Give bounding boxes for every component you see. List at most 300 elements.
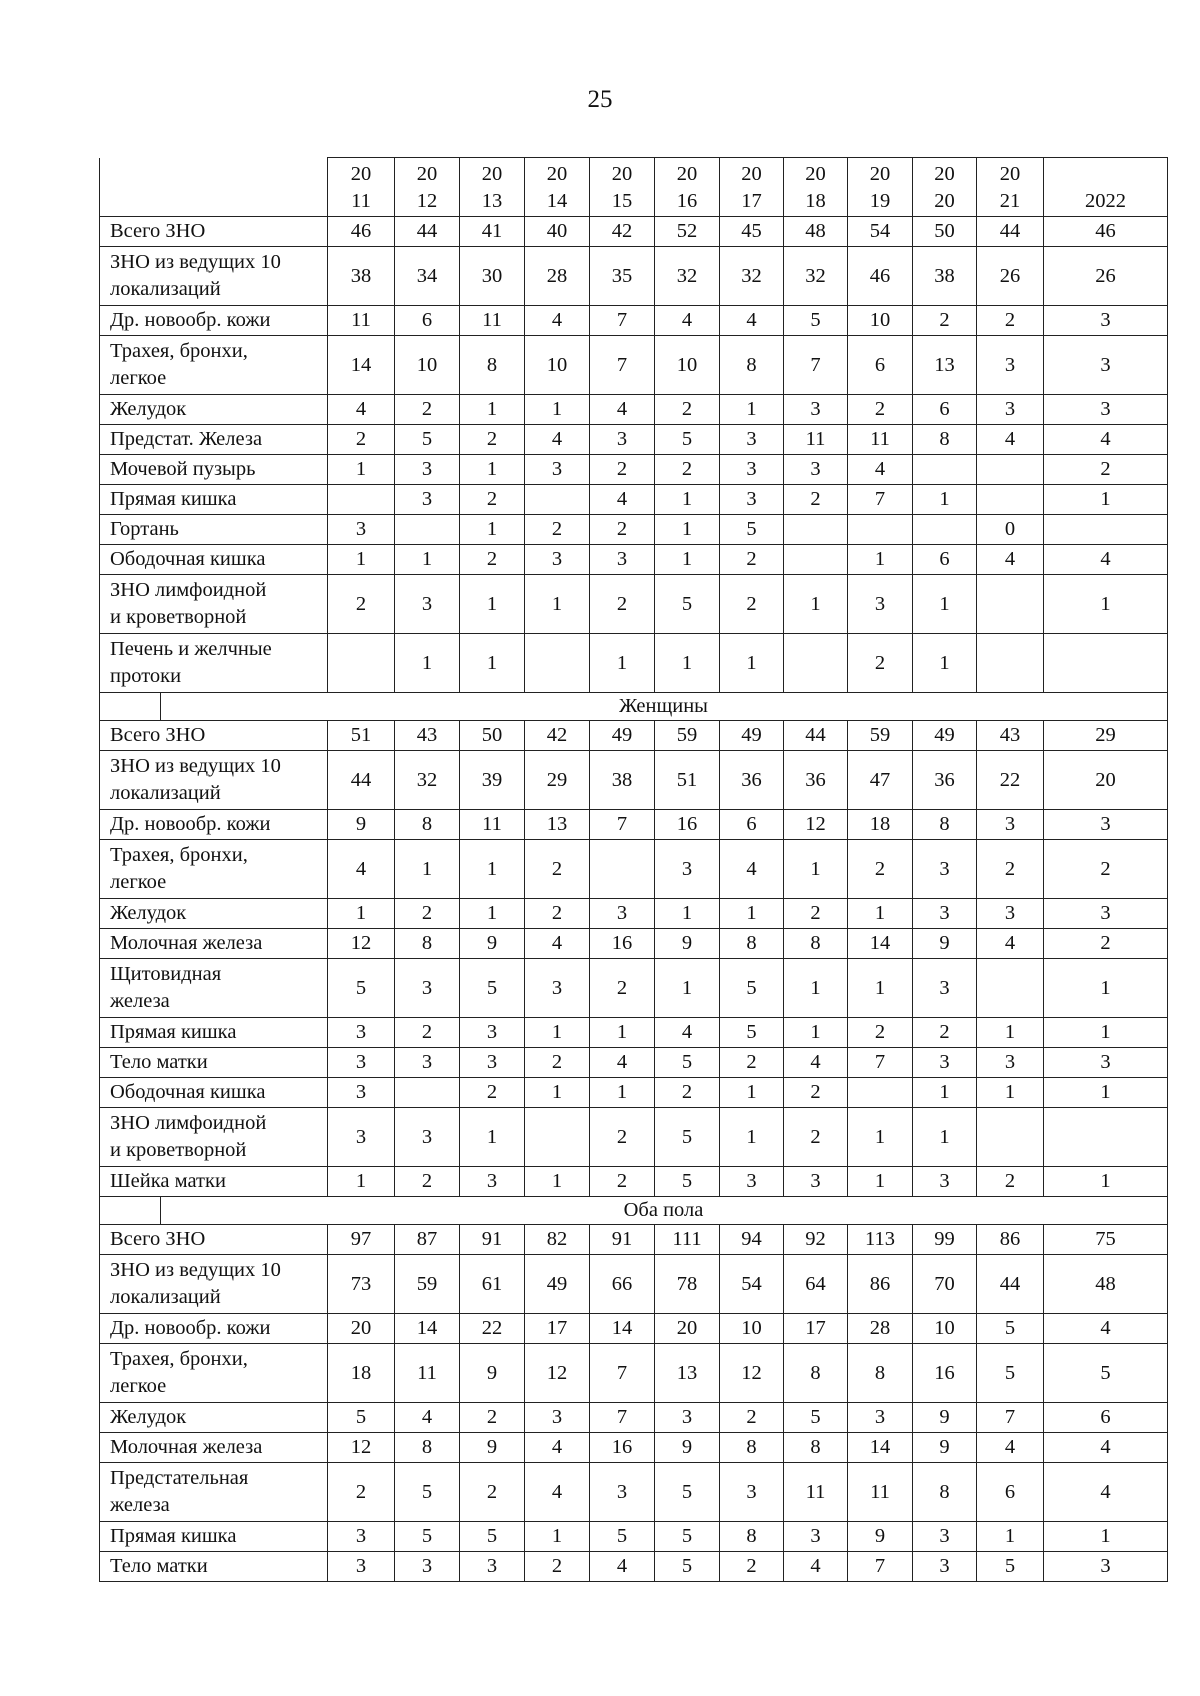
table-row: [100, 1314, 1168, 1344]
row-label: [100, 1078, 328, 1108]
value-cell: 10: [848, 306, 913, 336]
value-cell: 3: [460, 1552, 525, 1582]
value-cell: [848, 515, 913, 545]
value-cell: 35: [590, 247, 655, 306]
value-cell: 1: [1044, 1522, 1168, 1552]
year-header-bottom: 18: [805, 190, 826, 212]
row-label-line: Мочевой пузырь: [110, 458, 256, 480]
value-cell: 4: [1044, 545, 1168, 575]
value-cell: 8: [720, 929, 784, 959]
value-cell: 22: [977, 751, 1044, 810]
value-cell: 14: [848, 929, 913, 959]
value-cell: 3: [784, 395, 848, 425]
row-label: [100, 1225, 328, 1255]
year-header-bottom: 12: [416, 190, 438, 212]
value-cell: 5: [655, 1048, 720, 1078]
value-cell: [977, 1108, 1044, 1167]
value-cell: 0: [977, 515, 1044, 545]
year-header-cell: [395, 158, 460, 217]
value-cell: 3: [1044, 810, 1168, 840]
value-cell: 16: [655, 810, 720, 840]
row-label: [100, 217, 328, 247]
row-label: [100, 1255, 328, 1314]
year-header-top: 20: [805, 163, 826, 185]
row-label-line: Щитовидная: [110, 963, 222, 985]
value-cell: 4: [525, 929, 590, 959]
value-cell: 111: [655, 1225, 720, 1255]
value-cell: 2: [590, 575, 655, 634]
value-cell: 3: [328, 1048, 395, 1078]
value-cell: 2: [328, 425, 395, 455]
value-cell: 8: [460, 336, 525, 395]
value-cell: 4: [1044, 1314, 1168, 1344]
value-cell: 8: [784, 1344, 848, 1403]
value-cell: 11: [328, 306, 395, 336]
row-label: [100, 306, 328, 336]
year-header-cell: [328, 158, 395, 217]
value-cell: 1: [655, 899, 720, 929]
value-cell: 3: [460, 1048, 525, 1078]
value-cell: 5: [655, 575, 720, 634]
value-cell: 2: [395, 899, 460, 929]
header-corner-cell: [100, 158, 328, 217]
year-header-top: 20: [741, 163, 762, 185]
year-header-cell: [590, 158, 655, 217]
value-cell: 8: [784, 929, 848, 959]
value-cell: 8: [913, 1463, 977, 1522]
value-cell: 32: [784, 247, 848, 306]
row-label: [100, 634, 328, 693]
value-cell: 47: [848, 751, 913, 810]
value-cell: 4: [848, 455, 913, 485]
value-cell: [328, 634, 395, 693]
value-cell: 11: [460, 306, 525, 336]
value-cell: 97: [328, 1225, 395, 1255]
row-label: [100, 1344, 328, 1403]
value-cell: 2: [395, 395, 460, 425]
value-cell: 5: [655, 1552, 720, 1582]
value-cell: [525, 634, 590, 693]
value-cell: 28: [525, 247, 590, 306]
value-cell: 4: [395, 1403, 460, 1433]
row-label-line: Др. новообр. кожи: [110, 813, 271, 835]
year-header-bottom: 11: [351, 190, 371, 212]
value-cell: 3: [395, 1552, 460, 1582]
value-cell: 54: [720, 1255, 784, 1314]
value-cell: 45: [720, 217, 784, 247]
value-cell: 1: [1044, 1078, 1168, 1108]
value-cell: 4: [977, 425, 1044, 455]
value-cell: 5: [977, 1552, 1044, 1582]
row-label: [100, 1403, 328, 1433]
value-cell: 2: [460, 1403, 525, 1433]
value-cell: 9: [460, 1433, 525, 1463]
row-label: [100, 840, 328, 899]
value-cell: 5: [784, 1403, 848, 1433]
table-row: [100, 959, 1168, 1018]
value-cell: 2: [720, 1552, 784, 1582]
row-label-line: Молочная железа: [110, 1436, 263, 1458]
value-cell: 3: [913, 840, 977, 899]
value-cell: 11: [460, 810, 525, 840]
value-cell: 4: [784, 1048, 848, 1078]
value-cell: [977, 575, 1044, 634]
value-cell: 7: [590, 1344, 655, 1403]
row-label: [100, 959, 328, 1018]
year-header-top: 20: [611, 163, 633, 185]
value-cell: 3: [590, 899, 655, 929]
value-cell: 1: [328, 545, 395, 575]
value-cell: 3: [655, 1403, 720, 1433]
value-cell: 3: [913, 899, 977, 929]
value-cell: 3: [328, 1078, 395, 1108]
row-label: [100, 1018, 328, 1048]
row-label-line: Прямая кишка: [110, 1525, 237, 1547]
value-cell: 78: [655, 1255, 720, 1314]
row-label-line: Тело матки: [110, 1555, 208, 1577]
value-cell: 13: [525, 810, 590, 840]
value-cell: 4: [1044, 1433, 1168, 1463]
year-header-cell: [525, 158, 590, 217]
value-cell: 1: [460, 1108, 525, 1167]
row-label-line: ЗНО из ведущих 10: [110, 755, 281, 777]
value-cell: 5: [655, 1522, 720, 1552]
value-cell: 1: [913, 634, 977, 693]
value-cell: 3: [395, 485, 460, 515]
table-row: [100, 1255, 1168, 1314]
value-cell: 99: [913, 1225, 977, 1255]
value-cell: 3: [460, 1018, 525, 1048]
value-cell: 14: [848, 1433, 913, 1463]
value-cell: 8: [848, 1344, 913, 1403]
row-label: [100, 1167, 328, 1197]
year-header-cell: [977, 158, 1044, 217]
section-title: Оба пола: [623, 1199, 704, 1221]
table-row: [100, 247, 1168, 306]
value-cell: 9: [328, 810, 395, 840]
row-label-line: локализаций: [110, 1286, 221, 1308]
year-header-top: 20: [869, 163, 891, 185]
value-cell: 3: [590, 545, 655, 575]
value-cell: 10: [720, 1314, 784, 1344]
value-cell: 2: [655, 1078, 720, 1108]
value-cell: 5: [590, 1522, 655, 1552]
value-cell: 44: [395, 217, 460, 247]
value-cell: 38: [590, 751, 655, 810]
value-cell: 49: [590, 721, 655, 751]
value-cell: 44: [784, 721, 848, 751]
value-cell: 42: [525, 721, 590, 751]
value-cell: 3: [328, 1018, 395, 1048]
value-cell: 3: [913, 1048, 977, 1078]
row-label: [100, 575, 328, 634]
value-cell: [395, 515, 460, 545]
value-cell: 9: [913, 1403, 977, 1433]
value-cell: 5: [460, 1522, 525, 1552]
value-cell: 1: [977, 1078, 1044, 1108]
value-cell: 6: [913, 395, 977, 425]
value-cell: 2: [977, 1167, 1044, 1197]
value-cell: 39: [460, 751, 525, 810]
value-cell: 3: [1044, 1552, 1168, 1582]
year-header-top: 20: [481, 163, 503, 185]
value-cell: 4: [590, 395, 655, 425]
value-cell: 75: [1044, 1225, 1168, 1255]
value-cell: 3: [784, 1522, 848, 1552]
value-cell: 32: [655, 247, 720, 306]
value-cell: 2: [655, 455, 720, 485]
value-cell: 3: [525, 455, 590, 485]
value-cell: [525, 1108, 590, 1167]
row-label-line: Желудок: [110, 902, 187, 924]
value-cell: 4: [590, 1048, 655, 1078]
value-cell: 2: [913, 1018, 977, 1048]
row-label: [100, 545, 328, 575]
table-row: [100, 1078, 1168, 1108]
value-cell: 7: [848, 485, 913, 515]
row-label: [100, 515, 328, 545]
value-cell: 1: [848, 1167, 913, 1197]
year-header-cell: [1044, 158, 1168, 217]
value-cell: 2: [395, 1167, 460, 1197]
value-cell: [395, 1078, 460, 1108]
value-cell: [1044, 634, 1168, 693]
value-cell: 1: [655, 959, 720, 1018]
value-cell: 7: [590, 810, 655, 840]
value-cell: 4: [590, 485, 655, 515]
row-label: [100, 1522, 328, 1552]
value-cell: 51: [655, 751, 720, 810]
value-cell: 36: [784, 751, 848, 810]
value-cell: 4: [720, 306, 784, 336]
value-cell: 1: [525, 395, 590, 425]
year-header-bottom: 13: [481, 190, 503, 212]
row-label-line: железа: [110, 990, 170, 1012]
row-label-line: ЗНО лимфоидной: [110, 1112, 267, 1134]
year-header-top: 20: [546, 163, 568, 185]
table-row: [100, 1167, 1168, 1197]
value-cell: 1: [460, 899, 525, 929]
value-cell: 1: [1044, 959, 1168, 1018]
value-cell: 38: [328, 247, 395, 306]
value-cell: 1: [1044, 575, 1168, 634]
value-cell: 2: [784, 485, 848, 515]
value-cell: 22: [460, 1314, 525, 1344]
value-cell: 3: [1044, 899, 1168, 929]
value-cell: 1: [395, 840, 460, 899]
value-cell: 3: [328, 1552, 395, 1582]
value-cell: 9: [460, 1344, 525, 1403]
value-cell: 2: [977, 306, 1044, 336]
value-cell: 1: [328, 1167, 395, 1197]
row-label-line: Прямая кишка: [110, 488, 237, 510]
value-cell: 8: [784, 1433, 848, 1463]
value-cell: 4: [1044, 1463, 1168, 1522]
value-cell: 8: [720, 1433, 784, 1463]
row-label: [100, 485, 328, 515]
value-cell: 44: [328, 751, 395, 810]
value-cell: 3: [913, 1167, 977, 1197]
value-cell: 73: [328, 1255, 395, 1314]
value-cell: 13: [655, 1344, 720, 1403]
value-cell: 3: [328, 1108, 395, 1167]
value-cell: 6: [913, 545, 977, 575]
value-cell: 40: [525, 217, 590, 247]
value-cell: 16: [590, 929, 655, 959]
value-cell: 1: [328, 455, 395, 485]
value-cell: 3: [977, 395, 1044, 425]
value-cell: 30: [460, 247, 525, 306]
section-stub: [100, 1197, 161, 1224]
section-stub: [100, 693, 161, 720]
value-cell: 2: [720, 1048, 784, 1078]
value-cell: 12: [784, 810, 848, 840]
value-cell: 5: [784, 306, 848, 336]
value-cell: 9: [913, 929, 977, 959]
value-cell: 3: [460, 1167, 525, 1197]
value-cell: 1: [977, 1018, 1044, 1048]
value-cell: 12: [328, 1433, 395, 1463]
value-cell: 2: [460, 1078, 525, 1108]
value-cell: 5: [460, 959, 525, 1018]
table-row: [100, 1522, 1168, 1552]
value-cell: 1: [460, 575, 525, 634]
value-cell: 7: [590, 1403, 655, 1433]
value-cell: 46: [848, 247, 913, 306]
row-label-line: Трахея, бронхи,: [110, 340, 248, 362]
value-cell: 46: [1044, 217, 1168, 247]
value-cell: 2: [460, 545, 525, 575]
value-cell: 1: [720, 1078, 784, 1108]
table-row: [100, 1463, 1168, 1522]
value-cell: 1: [525, 1018, 590, 1048]
row-label-line: локализаций: [110, 278, 221, 300]
table-row: [100, 1552, 1168, 1582]
row-label-line: железа: [110, 1494, 170, 1516]
value-cell: 41: [460, 217, 525, 247]
value-cell: 3: [655, 840, 720, 899]
value-cell: 91: [460, 1225, 525, 1255]
value-cell: [913, 455, 977, 485]
value-cell: 66: [590, 1255, 655, 1314]
value-cell: 50: [913, 217, 977, 247]
row-label-line: Шейка матки: [110, 1170, 226, 1192]
value-cell: 1: [1044, 1018, 1168, 1048]
value-cell: 3: [720, 1167, 784, 1197]
value-cell: 4: [655, 1018, 720, 1048]
row-label-line: Всего ЗНО: [110, 724, 206, 746]
value-cell: 10: [525, 336, 590, 395]
value-cell: 14: [590, 1314, 655, 1344]
value-cell: 1: [977, 1522, 1044, 1552]
value-cell: 70: [913, 1255, 977, 1314]
row-label-line: Трахея, бронхи,: [110, 1348, 248, 1370]
value-cell: 1: [720, 1108, 784, 1167]
value-cell: 1: [460, 634, 525, 693]
value-cell: 49: [525, 1255, 590, 1314]
value-cell: 1: [525, 1522, 590, 1552]
value-cell: 7: [848, 1552, 913, 1582]
row-label-line: ЗНО из ведущих 10: [110, 251, 281, 273]
value-cell: 16: [913, 1344, 977, 1403]
value-cell: 87: [395, 1225, 460, 1255]
value-cell: 44: [977, 217, 1044, 247]
value-cell: 3: [395, 1048, 460, 1078]
row-label-line: Тело матки: [110, 1051, 208, 1073]
value-cell: 3: [913, 1522, 977, 1552]
value-cell: 7: [590, 306, 655, 336]
value-cell: 7: [784, 336, 848, 395]
value-cell: 12: [328, 929, 395, 959]
value-cell: [977, 485, 1044, 515]
row-label-line: протоки: [110, 665, 182, 687]
value-cell: 5: [655, 1108, 720, 1167]
table-row: [100, 899, 1168, 929]
table-row: [100, 336, 1168, 395]
value-cell: 6: [395, 306, 460, 336]
row-label-line: Всего ЗНО: [110, 1228, 206, 1250]
value-cell: 2: [1044, 840, 1168, 899]
value-cell: 4: [590, 1552, 655, 1582]
value-cell: 7: [977, 1403, 1044, 1433]
year-header-top: 20: [676, 163, 698, 185]
row-label: [100, 425, 328, 455]
value-cell: 10: [655, 336, 720, 395]
year-header-bottom: 15: [611, 190, 633, 212]
value-cell: 3: [1044, 1048, 1168, 1078]
value-cell: 5: [977, 1344, 1044, 1403]
value-cell: 1: [784, 575, 848, 634]
value-cell: 1: [525, 1078, 590, 1108]
value-cell: 1: [913, 1108, 977, 1167]
table-row: [100, 1344, 1168, 1403]
value-cell: 48: [1044, 1255, 1168, 1314]
value-cell: 1: [328, 899, 395, 929]
value-cell: 1: [784, 1018, 848, 1048]
row-label-line: и кроветворной: [110, 606, 247, 628]
value-cell: 1: [460, 515, 525, 545]
value-cell: [977, 634, 1044, 693]
value-cell: 1: [784, 959, 848, 1018]
row-label-line: легкое: [110, 1375, 167, 1397]
value-cell: 5: [655, 425, 720, 455]
row-label: [100, 455, 328, 485]
value-cell: 8: [720, 1522, 784, 1552]
value-cell: 59: [655, 721, 720, 751]
value-cell: 5: [395, 1522, 460, 1552]
value-cell: 46: [328, 217, 395, 247]
year-header-bottom: 21: [999, 190, 1021, 212]
value-cell: 3: [720, 425, 784, 455]
table-row: [100, 721, 1168, 751]
row-label-line: и кроветворной: [110, 1139, 247, 1161]
value-cell: 10: [913, 1314, 977, 1344]
value-cell: 3: [720, 455, 784, 485]
value-cell: 2: [720, 575, 784, 634]
row-label: [100, 1433, 328, 1463]
value-cell: 4: [328, 840, 395, 899]
value-cell: 3: [977, 336, 1044, 395]
value-cell: 82: [525, 1225, 590, 1255]
section-title: Женщины: [619, 695, 708, 717]
value-cell: 5: [655, 1463, 720, 1522]
value-cell: 8: [395, 810, 460, 840]
value-cell: 1: [655, 515, 720, 545]
value-cell: 3: [848, 575, 913, 634]
row-label-line: Гортань: [110, 518, 179, 540]
value-cell: 3: [328, 1522, 395, 1552]
value-cell: 3: [1044, 395, 1168, 425]
